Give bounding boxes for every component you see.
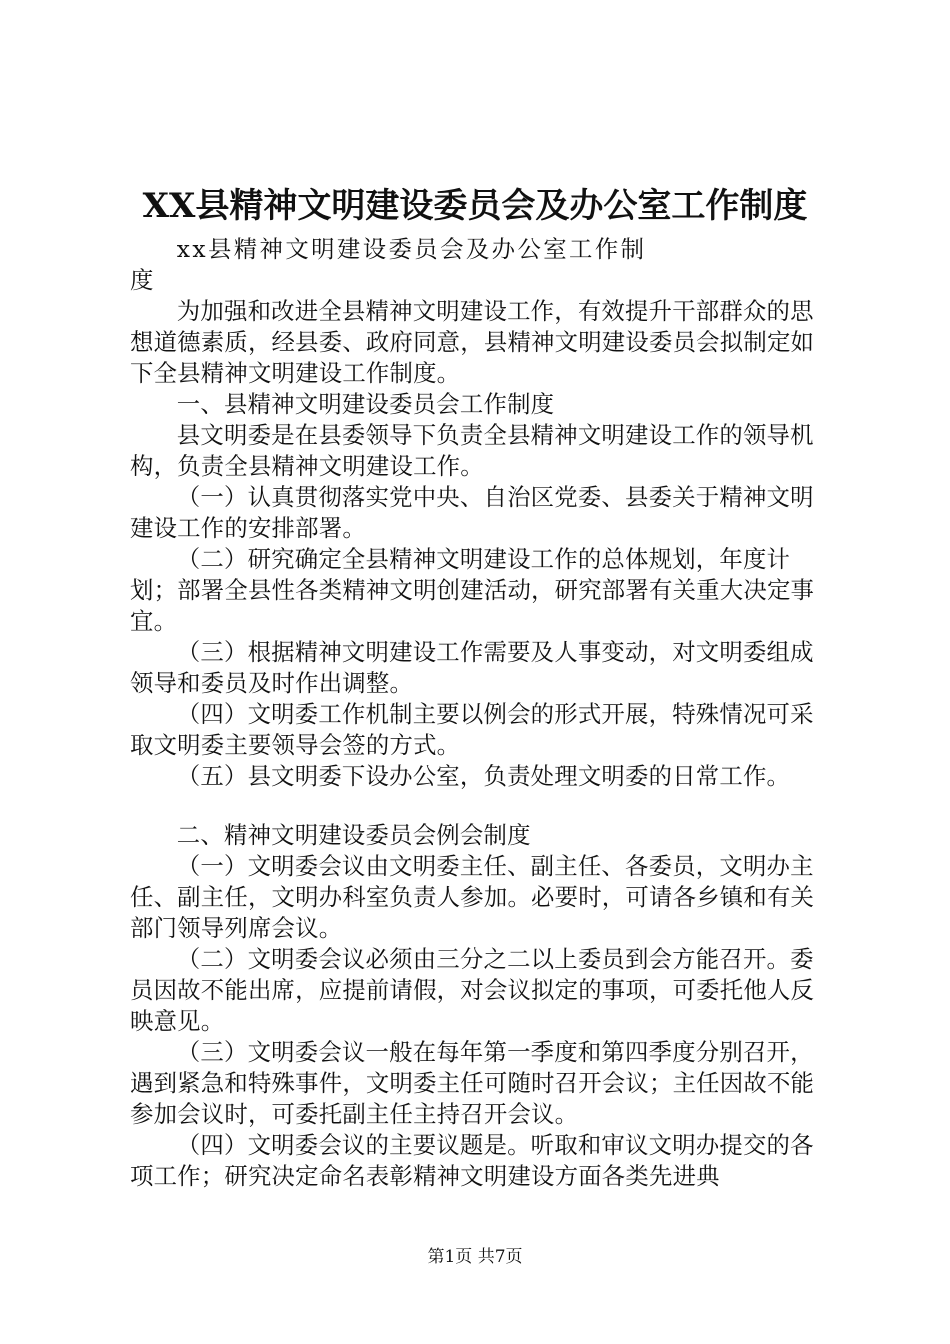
paragraph-intro: 为加强和改进全县精神文明建设工作，有效提升干部群众的思想道德素质，经县委、政府同意，县精神文明建设委员会拟制定如下全县精神文明建设工作制度。 <box>130 297 815 387</box>
section-heading-1: 一、县精神文明建设委员会工作制度 <box>176 390 555 418</box>
page-footer: 第1页 共7页 <box>427 1247 523 1267</box>
list-item: （二）研究确定全县精神文明建设工作的总体规划，年度计划；部署全县性各类精神文明创建活动，研究部署有关重大决定事宜。 <box>130 545 815 635</box>
list-item: （四）文明委工作机制主要以例会的形式开展，特殊情况可采取文明委主要领导会签的方式。 <box>130 700 814 759</box>
list-item: （一）认真贯彻落实党中央、自治区党委、县委关于精神文明建设工作的安排部署。 <box>130 483 814 542</box>
section-heading-2: 二、精神文明建设委员会例会制度 <box>176 821 531 849</box>
paragraph: 县文明委是在县委领导下负责全县精神文明建设工作的领导机构，负责全县精神文明建设工作。 <box>130 421 814 480</box>
document-body <box>130 234 832 1192</box>
list-item: （四）文明委会议的主要议题是。听取和审议文明办提交的各项工作；研究决定命名表彰精神文明建设方面各类先进典 <box>130 1131 814 1190</box>
list-item: （五）县文明委下设办公室，负责处理文明委的日常工作。 <box>176 762 791 790</box>
document-title: XX县精神文明建设委员会及办公室工作制度 <box>142 186 808 226</box>
list-item: （一）文明委会议由文明委主任、副主任、各委员，文明办主任、副主任，文明办科室负责人参加。必要时，可请各乡镇和有关部门领导列席会议。 <box>130 852 815 942</box>
list-item: （三）文明委会议一般在每年第一季度和第四季度分别召开，遇到紧急和特殊事件，文明委主任可随时召开会议；主任因故不能参加会议时，可委托副主任主持召开会议。 <box>130 1038 815 1128</box>
document-subtitle: xx县精神文明建设委员会及办公室工作制度 <box>130 235 647 294</box>
paragraph-spacer <box>130 792 832 820</box>
list-item: （二）文明委会议必须由三分之二以上委员到会方能召开。委员因故不能出席，应提前请假，对会议拟定的事项，可委托他人反映意见。 <box>130 945 815 1035</box>
list-item: （三）根据精神文明建设工作需要及人事变动，对文明委组成领导和委员及时作出调整。 <box>130 638 814 697</box>
